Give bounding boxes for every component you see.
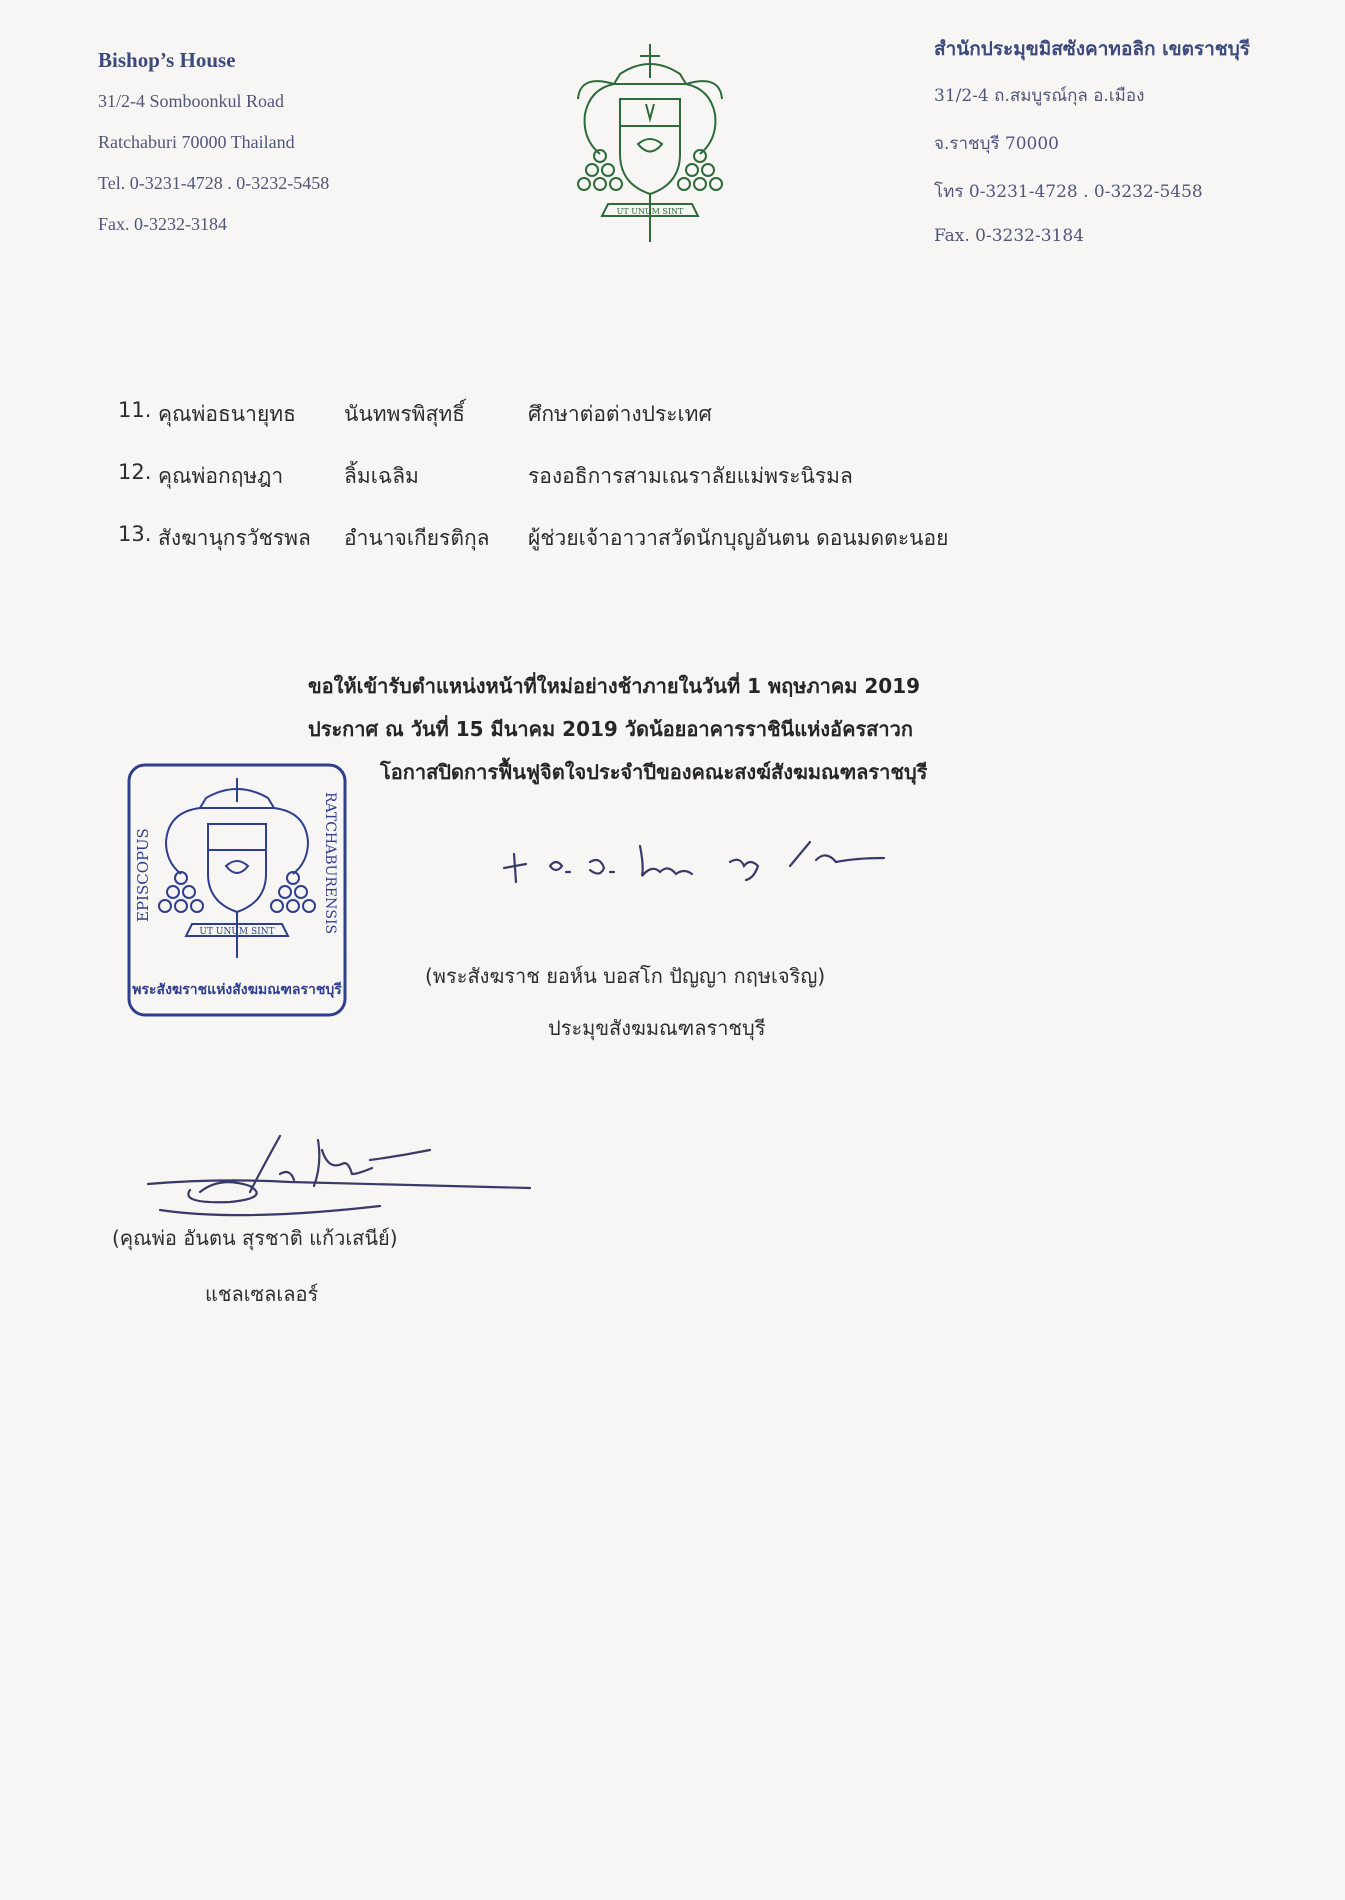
appointment-position: ผู้ช่วยเจ้าอาวาสวัดนักบุญอันตน ดอนมดตะนอย (528, 526, 949, 550)
appointment-surname: ลิ้มเฉลิม (344, 464, 419, 488)
appointment-number: 12. (118, 460, 152, 484)
letterhead-city-th: จ.ราชบุรี 70000 (934, 134, 1059, 154)
crest-motto: UT UNUM SINT (616, 207, 684, 216)
seal-motto: UT UNUM SINT (199, 927, 275, 937)
bishop-role: ประมุขสังฆมณฑลราชบุรี (548, 1016, 766, 1040)
bishop-signature (490, 826, 910, 896)
seal-right-text: RATCHABURENSIS (322, 792, 338, 935)
appointment-title-name: สังฆานุกรวัชรพล (158, 526, 311, 550)
appointment-surname: นันทพรพิสุทธิ์ (344, 402, 465, 426)
announcement-line-1: ขอให้เข้ารับตำแหน่งหน้าที่ใหม่อย่างช้าภายในวันที่ 1 พฤษภาคม 2019 (308, 674, 921, 698)
appointment-number: 13. (118, 522, 152, 546)
official-seal-stamp (126, 762, 348, 1018)
appointment-position: รองอธิการสามเณราลัยแม่พระนิรมล (528, 464, 853, 488)
announcement-line-3: โอกาสปิดการฟื้นฟูจิตใจประจำปีของคณะสงฆ์สังฆมณฑลราชบุรี (380, 760, 928, 784)
letterhead-tel-en: Tel. 0-3231-4728 . 0-3232-5458 (98, 173, 330, 193)
chancellor-role: แชลเซลเลอร์ (205, 1282, 319, 1306)
appointment-title-name: คุณพ่อธนายุทธ (158, 402, 296, 426)
seal-left-text: EPISCOPUS (134, 828, 152, 922)
appointment-number: 11. (118, 398, 152, 422)
letterhead-english (98, 48, 458, 255)
letterhead-thai (934, 34, 1334, 267)
coat-of-arms-icon (570, 44, 730, 244)
letterhead-tel-th: โทร 0-3231-4728 . 0-3232-5458 (934, 182, 1203, 202)
letterhead-org-en: Bishop’s House (98, 48, 236, 72)
letterhead-fax-th: Fax. 0-3232-3184 (934, 226, 1085, 246)
chancellor-name: (คุณพ่อ อันตน สุรชาติ แก้วเสนีย์) (112, 1226, 398, 1250)
seal-bottom-text: พระสังฆราชแห่งสังฆมณฑลราชบุรี (132, 982, 342, 998)
letterhead-fax-en: Fax. 0-3232-3184 (98, 214, 227, 234)
appointment-surname: อำนาจเกียรติกุล (344, 526, 490, 550)
letterhead-address-th: 31/2-4 ถ.สมบูรณ์กุล อ.เมือง (934, 86, 1145, 106)
bishop-name: (พระสังฆราช ยอห์น บอสโก ปัญญา กฤษเจริญ) (425, 964, 826, 988)
chancellor-signature (140, 1132, 540, 1232)
announcement-line-2: ประกาศ ณ วันที่ 15 มีนาคม 2019 วัดน้อยอาคารราชินีแห่งอัครสาวก (308, 717, 913, 741)
letterhead-address-en: 31/2-4 Somboonkul Road (98, 91, 285, 111)
appointment-title-name: คุณพ่อกฤษฎา (158, 464, 284, 488)
letterhead-org-th: สำนักประมุขมิสซังคาทอลิก เขตราชบุรี (934, 38, 1250, 60)
letterhead-city-en: Ratchaburi 70000 Thailand (98, 132, 295, 152)
appointment-position: ศึกษาต่อต่างประเทศ (528, 402, 712, 426)
